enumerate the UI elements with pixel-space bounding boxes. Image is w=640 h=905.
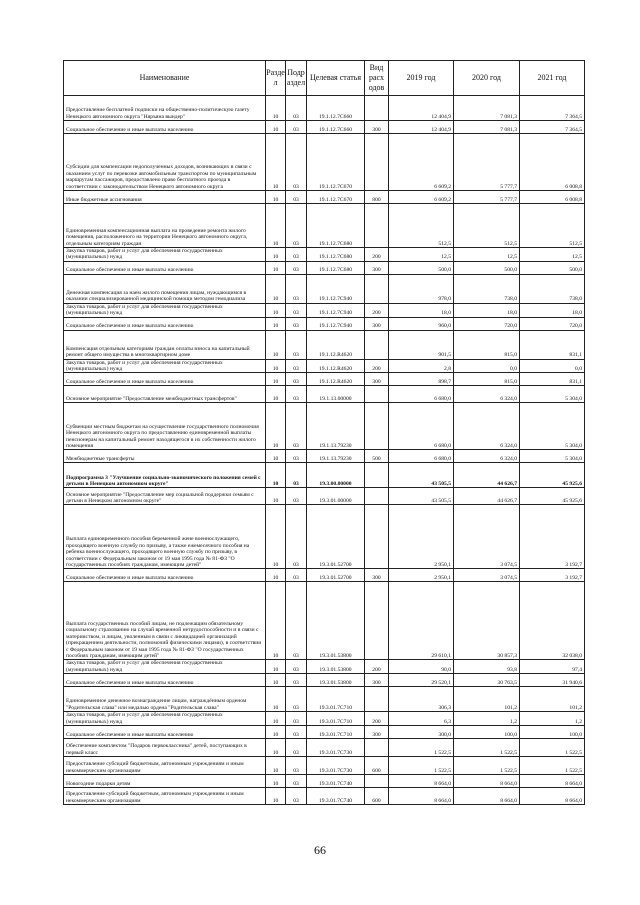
row-2021: 45 925,6 <box>520 488 585 505</box>
row-target-article: 19.1.12.R4620 <box>307 359 365 373</box>
row-target-article: 19.1.12.7С660 <box>307 121 365 134</box>
row-section: 10 <box>266 386 286 403</box>
row-section: 10 <box>266 488 286 505</box>
row-section: 10 <box>266 788 286 805</box>
header-subsection: Подр аздел <box>286 61 307 96</box>
row-name: Социальное обеспечение и иные выплаты населению <box>64 317 266 330</box>
row-2021: 18,0 <box>520 303 585 317</box>
row-2020: 3 074,5 <box>454 569 520 582</box>
table-row <box>64 712 585 726</box>
table-row <box>64 303 585 317</box>
row-2021: 512,5 <box>520 204 585 248</box>
row-target-article: 19.3.01.7С740 <box>307 788 365 805</box>
row-2021: 5 304,0 <box>520 403 585 450</box>
row-name: Субвенции местным бюджетам на осуществление государственного полномочия Ненецкого автономного округа по предоставлению единовременной выплаты пенсионерам на капитальный ремонт находящегося в их собственности жилого помещения <box>64 403 266 450</box>
row-expense-type: 300 <box>365 261 389 274</box>
row-subsection: 03 <box>286 134 307 191</box>
row-section: 10 <box>266 505 286 569</box>
row-2020: 100,0 <box>454 726 520 739</box>
row-subsection: 03 <box>286 403 307 450</box>
row-expense-type: 300 <box>365 317 389 330</box>
row-subsection: 03 <box>286 788 307 805</box>
row-expense-type <box>365 403 389 450</box>
row-expense-type: 200 <box>365 712 389 726</box>
row-expense-type: 200 <box>365 660 389 674</box>
row-2019: 1 522,5 <box>389 757 454 775</box>
row-section: 10 <box>266 726 286 739</box>
row-expense-type: 300 <box>365 121 389 134</box>
row-section: 10 <box>266 660 286 674</box>
row-name: Социальное обеспечение и иные выплаты населению <box>64 121 266 134</box>
row-target-article: 19.3.01.53800 <box>307 674 365 687</box>
row-name: Социальное обеспечение и иные выплаты населению <box>64 569 266 582</box>
row-2020: 6 324,0 <box>454 403 520 450</box>
row-name: Новогодние подарки детям <box>64 775 266 788</box>
row-2020: 0,0 <box>454 359 520 373</box>
table-row <box>64 488 585 505</box>
row-target-article: 19.1.12.7С680 <box>307 261 365 274</box>
row-expense-type <box>365 775 389 788</box>
row-2020: 6 324,0 <box>454 450 520 463</box>
row-section: 10 <box>266 403 286 450</box>
header-expense-type: Вид расх одов <box>365 61 389 96</box>
row-name: Основное мероприятие "Предоставление межбюджетных трансфертов" <box>64 386 266 403</box>
row-2021: 500,0 <box>520 261 585 274</box>
row-2021: 7 364,5 <box>520 121 585 134</box>
row-2021: 831,1 <box>520 330 585 359</box>
row-expense-type <box>365 386 389 403</box>
row-name: Подпрограмма 3 "Улучшение социально-экономического положения семей с детьми в Ненецком автономном округе" <box>64 463 266 488</box>
table-row <box>64 674 585 687</box>
table-row <box>64 403 585 450</box>
row-name: Основное мероприятие "Предоставление мер социальной поддержки семьям с детьми в Ненецком автономном округе" <box>64 488 266 505</box>
row-2019: 43 505,5 <box>389 463 454 488</box>
row-expense-type <box>365 274 389 303</box>
row-subsection: 03 <box>286 191 307 204</box>
row-2019: 1 522,5 <box>389 739 454 757</box>
row-subsection: 03 <box>286 775 307 788</box>
row-2020: 1 522,5 <box>454 757 520 775</box>
row-2021: 97,4 <box>520 660 585 674</box>
row-2021: 1,2 <box>520 712 585 726</box>
row-section: 10 <box>266 134 286 191</box>
row-name: Выплата единовременного пособия беременной жене военнослужащего, проходящего военную службу по призыву, а также ежемесячного пособия на ребенка военнослужащего, проходящего военную службу по призыву, в соответствии с Федеральным законом от 19 мая 1995 года № 81-ФЗ "О государственных пособиях гражданам, имеющим детей" <box>64 505 266 569</box>
table-row <box>64 373 585 386</box>
row-2021: 7 364,5 <box>520 96 585 121</box>
row-section: 10 <box>266 373 286 386</box>
row-subsection: 03 <box>286 386 307 403</box>
row-2019: 43 505,5 <box>389 488 454 505</box>
table-row <box>64 450 585 463</box>
row-2019: 512,5 <box>389 204 454 248</box>
row-2019: 29 520,1 <box>389 674 454 687</box>
row-section: 10 <box>266 303 286 317</box>
row-subsection: 03 <box>286 488 307 505</box>
row-2019: 90,0 <box>389 660 454 674</box>
row-2020: 512,5 <box>454 204 520 248</box>
row-name: Закупка товаров, работ и услуг для обеспечения государственных (муниципальных) нужд <box>64 248 266 262</box>
row-2021: 12,5 <box>520 248 585 262</box>
table-row <box>64 330 585 359</box>
row-expense-type <box>365 463 389 488</box>
table-row <box>64 739 585 757</box>
row-name: Субсидии для компенсации недополученных доходов, возникающих в связи с оказанием услуг по перевозке автомобильным транспортом по муниципальным маршрутам пассажиров, предоставлено право бесплатного проезда в соответствии с законодательством Ненецкого автономного округа <box>64 134 266 191</box>
row-expense-type: 800 <box>365 191 389 204</box>
row-expense-type: 200 <box>365 248 389 262</box>
row-target-article: 19.3.01.7С740 <box>307 775 365 788</box>
row-target-article: 19.3.01.7С710 <box>307 687 365 712</box>
row-section: 10 <box>266 330 286 359</box>
row-2021: 8 664,0 <box>520 775 585 788</box>
row-expense-type <box>365 488 389 505</box>
row-section: 10 <box>266 775 286 788</box>
row-2020: 500,0 <box>454 261 520 274</box>
row-section: 10 <box>266 204 286 248</box>
row-section: 10 <box>266 582 286 660</box>
row-target-article: 19.1.12.7С680 <box>307 204 365 248</box>
row-2020: 3 074,5 <box>454 505 520 569</box>
row-2019: 6 609,2 <box>389 191 454 204</box>
page-number: 66 <box>314 843 326 857</box>
row-2021: 31 940,6 <box>520 674 585 687</box>
row-2020: 30 763,5 <box>454 674 520 687</box>
row-2020: 8 664,0 <box>454 788 520 805</box>
row-name: Социальное обеспечение и иные выплаты населению <box>64 261 266 274</box>
budget-page <box>63 60 584 805</box>
header-target-article: Целевая статья <box>307 61 365 96</box>
row-section: 10 <box>266 359 286 373</box>
table-row <box>64 757 585 775</box>
table-row <box>64 775 585 788</box>
row-2021: 720,0 <box>520 317 585 330</box>
row-name: Иные бюджетные ассигнования <box>64 191 266 204</box>
row-2019: 978,0 <box>389 274 454 303</box>
row-expense-type <box>365 739 389 757</box>
row-2020: 44 626,7 <box>454 488 520 505</box>
row-subsection: 03 <box>286 450 307 463</box>
row-target-article: 19.3.01.7С710 <box>307 712 365 726</box>
row-expense-type <box>365 582 389 660</box>
row-2021: 5 304,0 <box>520 386 585 403</box>
row-expense-type <box>365 96 389 121</box>
row-2019: 2 950,1 <box>389 569 454 582</box>
row-subsection: 03 <box>286 757 307 775</box>
table-row <box>64 505 585 569</box>
row-2019: 500,0 <box>389 261 454 274</box>
row-2021: 5 304,0 <box>520 450 585 463</box>
row-2019: 12 404,9 <box>389 121 454 134</box>
row-name: Межбюджетные трансферты <box>64 450 266 463</box>
row-expense-type: 300 <box>365 569 389 582</box>
row-expense-type: 600 <box>365 757 389 775</box>
row-2021: 3 192,7 <box>520 569 585 582</box>
row-name: Социальное обеспечение и иные выплаты населению <box>64 373 266 386</box>
row-section: 10 <box>266 261 286 274</box>
row-section: 10 <box>266 687 286 712</box>
table-row <box>64 317 585 330</box>
row-subsection: 03 <box>286 712 307 726</box>
row-subsection: 03 <box>286 317 307 330</box>
row-2020: 44 626,7 <box>454 463 520 488</box>
row-subsection: 03 <box>286 330 307 359</box>
row-section: 10 <box>266 274 286 303</box>
row-subsection: 03 <box>286 373 307 386</box>
row-target-article: 19.1.12.R4620 <box>307 330 365 359</box>
row-2019: 8 664,0 <box>389 775 454 788</box>
row-subsection: 03 <box>286 505 307 569</box>
row-expense-type: 500 <box>365 450 389 463</box>
row-expense-type: 200 <box>365 359 389 373</box>
row-section: 10 <box>266 739 286 757</box>
table-row <box>64 726 585 739</box>
row-expense-type: 200 <box>365 303 389 317</box>
row-target-article: 19.3.01.52700 <box>307 569 365 582</box>
row-2020: 815,0 <box>454 330 520 359</box>
row-2019: 901,5 <box>389 330 454 359</box>
row-2020: 815,0 <box>454 373 520 386</box>
table-row <box>64 788 585 805</box>
row-2019: 2,8 <box>389 359 454 373</box>
row-target-article: 19.1.13.00000 <box>307 386 365 403</box>
row-subsection: 03 <box>286 569 307 582</box>
row-subsection: 03 <box>286 248 307 262</box>
row-2021: 0,0 <box>520 359 585 373</box>
row-2020: 1,2 <box>454 712 520 726</box>
row-name: Закупка товаров, работ и услуг для обеспечения государственных (муниципальных) нужд <box>64 303 266 317</box>
row-2021: 101,2 <box>520 687 585 712</box>
row-2019: 2 950,1 <box>389 505 454 569</box>
row-2020: 8 664,0 <box>454 775 520 788</box>
row-2021: 831,1 <box>520 373 585 386</box>
row-section: 10 <box>266 121 286 134</box>
table-header-row <box>64 61 585 96</box>
row-2019: 6 609,2 <box>389 134 454 191</box>
header-2021: 2021 год <box>520 61 585 96</box>
row-section: 10 <box>266 757 286 775</box>
row-expense-type <box>365 505 389 569</box>
row-2020: 30 857,3 <box>454 582 520 660</box>
row-2021: 45 925,6 <box>520 463 585 488</box>
header-name: Наименование <box>64 61 266 96</box>
table-row <box>64 191 585 204</box>
row-subsection: 03 <box>286 204 307 248</box>
row-2019: 6 680,0 <box>389 386 454 403</box>
row-2021: 8 664,0 <box>520 788 585 805</box>
row-subsection: 03 <box>286 582 307 660</box>
row-name: Предоставление субсидий бюджетным, автономным учреждениям и иным некоммерческим организациям <box>64 788 266 805</box>
row-expense-type <box>365 204 389 248</box>
row-target-article: 19.1.12.7С940 <box>307 303 365 317</box>
row-target-article: 19.1.12.7С670 <box>307 191 365 204</box>
row-2019: 306,3 <box>389 687 454 712</box>
row-subsection: 03 <box>286 739 307 757</box>
row-2020: 101,2 <box>454 687 520 712</box>
row-2020: 12,5 <box>454 248 520 262</box>
row-section: 10 <box>266 317 286 330</box>
row-target-article: 19.3.01.7С710 <box>307 726 365 739</box>
row-target-article: 19.1.12.R4620 <box>307 373 365 386</box>
row-name: Предоставление субсидий бюджетным, автономным учреждениям и иным некоммерческим организациям <box>64 757 266 775</box>
row-target-article: 19.3.01.00000 <box>307 488 365 505</box>
row-2021: 6 008,8 <box>520 134 585 191</box>
row-section: 10 <box>266 191 286 204</box>
row-2021: 6 008,8 <box>520 191 585 204</box>
table-row <box>64 463 585 488</box>
row-2020: 1 522,5 <box>454 739 520 757</box>
row-2020: 720,0 <box>454 317 520 330</box>
budget-table <box>63 60 585 805</box>
row-target-article: 19.3.01.7С730 <box>307 739 365 757</box>
row-target-article: 19.1.12.7С660 <box>307 96 365 121</box>
row-subsection: 03 <box>286 726 307 739</box>
row-target-article: 19.1.13.79230 <box>307 403 365 450</box>
row-2020: 5 777,7 <box>454 134 520 191</box>
row-name: Социальное обеспечение и иные выплаты населению <box>64 726 266 739</box>
row-2020: 738,0 <box>454 274 520 303</box>
row-target-article: 19.3.01.52700 <box>307 505 365 569</box>
header-2019: 2019 год <box>389 61 454 96</box>
row-2021: 100,0 <box>520 726 585 739</box>
row-subsection: 03 <box>286 463 307 488</box>
row-name: Денежная компенсация за наем жилого помещения лицам, нуждающимся в оказании специализированной медицинской помощи методом гемодиализа <box>64 274 266 303</box>
row-target-article: 19.3.01.53800 <box>307 660 365 674</box>
row-subsection: 03 <box>286 121 307 134</box>
row-subsection: 03 <box>286 96 307 121</box>
row-2019: 6 680,0 <box>389 403 454 450</box>
row-section: 10 <box>266 450 286 463</box>
row-2019: 898,7 <box>389 373 454 386</box>
table-row <box>64 248 585 262</box>
row-2020: 6 324,0 <box>454 386 520 403</box>
row-subsection: 03 <box>286 674 307 687</box>
row-2019: 6 680,0 <box>389 450 454 463</box>
row-2019: 8 664,0 <box>389 788 454 805</box>
row-target-article: 19.1.12.7С940 <box>307 317 365 330</box>
row-name: Единовременная компенсационная выплата на проведение ремонта жилого помещения, расположенного на территории Ненецкого автономного округа, отдельным категориям граждан <box>64 204 266 248</box>
row-section: 10 <box>266 674 286 687</box>
row-expense-type <box>365 330 389 359</box>
row-2019: 29 610,1 <box>389 582 454 660</box>
table-row <box>64 274 585 303</box>
row-target-article: 19.3.01.53800 <box>307 582 365 660</box>
row-subsection: 03 <box>286 261 307 274</box>
table-row <box>64 660 585 674</box>
row-name: Закупка товаров, работ и услуг для обеспечения государственных (муниципальных) нужд <box>64 712 266 726</box>
table-row <box>64 204 585 248</box>
row-expense-type: 300 <box>365 674 389 687</box>
row-2019: 12 404,9 <box>389 96 454 121</box>
row-section: 10 <box>266 712 286 726</box>
row-section: 10 <box>266 96 286 121</box>
row-expense-type <box>365 134 389 191</box>
table-row <box>64 134 585 191</box>
row-section: 10 <box>266 463 286 488</box>
table-row <box>64 386 585 403</box>
header-2020: 2020 год <box>454 61 520 96</box>
row-2020: 93,8 <box>454 660 520 674</box>
row-name: Компенсация отдельным категориям граждан оплаты взноса на капитальный ремонт общего имущества в многоквартирном доме <box>64 330 266 359</box>
table-row <box>64 261 585 274</box>
table-row <box>64 687 585 712</box>
row-subsection: 03 <box>286 274 307 303</box>
row-target-article: 19.3.01.7С730 <box>307 757 365 775</box>
row-2019: 300,0 <box>389 726 454 739</box>
row-subsection: 03 <box>286 660 307 674</box>
row-section: 10 <box>266 248 286 262</box>
row-name: Обеспечение комплектом "Подарок первоклассника" детей, поступающих в первый класс <box>64 739 266 757</box>
row-section: 10 <box>266 569 286 582</box>
row-target-article: 19.3.00.00000 <box>307 463 365 488</box>
row-name: Закупка товаров, работ и услуг для обеспечения государственных (муниципальных) нужд <box>64 359 266 373</box>
row-2020: 5 777,7 <box>454 191 520 204</box>
row-2019: 6,3 <box>389 712 454 726</box>
row-subsection: 03 <box>286 687 307 712</box>
row-name: Предоставление бесплатной подписки на общественно-политическую газету Ненецкого автономного округа "Няръяна вындер" <box>64 96 266 121</box>
row-target-article: 19.1.13.79230 <box>307 450 365 463</box>
row-name: Единовременное денежное вознаграждение лицам, награждённым орденом "Родительская слава" или медалью ордена "Родительская слава" <box>64 687 266 712</box>
row-2020: 7 081,3 <box>454 121 520 134</box>
table-row <box>64 96 585 121</box>
table-row <box>64 359 585 373</box>
row-target-article: 19.1.12.7С680 <box>307 248 365 262</box>
row-2020: 18,0 <box>454 303 520 317</box>
header-section: Разде л <box>266 61 286 96</box>
row-2021: 32 038,0 <box>520 582 585 660</box>
row-subsection: 03 <box>286 359 307 373</box>
row-2021: 1 522,5 <box>520 757 585 775</box>
row-2019: 960,0 <box>389 317 454 330</box>
row-2021: 3 192,7 <box>520 505 585 569</box>
row-2019: 18,0 <box>389 303 454 317</box>
row-expense-type <box>365 687 389 712</box>
row-target-article: 19.1.12.7С670 <box>307 134 365 191</box>
row-target-article: 19.1.12.7С940 <box>307 274 365 303</box>
row-expense-type: 600 <box>365 788 389 805</box>
table-row <box>64 121 585 134</box>
row-2020: 7 081,3 <box>454 96 520 121</box>
row-name: Выплата государственных пособий лицам, не подлежащим обязательному социальному страхованию на случай временной нетрудоспособности и в связи с материнством, и лицам, уволенным в связи с ликвидацией организаций (прекращением деятельности, полномочий физическими лицами), в соответствии с Федеральным законом от 19 мая 1995 года № 81-ФЗ "О государственных пособиях гражданам, имеющим детей" <box>64 582 266 660</box>
row-name: Закупка товаров, работ и услуг для обеспечения государственных (муниципальных) нужд <box>64 660 266 674</box>
row-expense-type: 300 <box>365 726 389 739</box>
row-name: Социальное обеспечение и иные выплаты населению <box>64 674 266 687</box>
row-subsection: 03 <box>286 303 307 317</box>
table-row <box>64 569 585 582</box>
table-row <box>64 582 585 660</box>
row-expense-type: 300 <box>365 373 389 386</box>
row-2021: 738,0 <box>520 274 585 303</box>
table-body <box>64 96 585 805</box>
row-2021: 1 522,5 <box>520 739 585 757</box>
row-2019: 12,5 <box>389 248 454 262</box>
